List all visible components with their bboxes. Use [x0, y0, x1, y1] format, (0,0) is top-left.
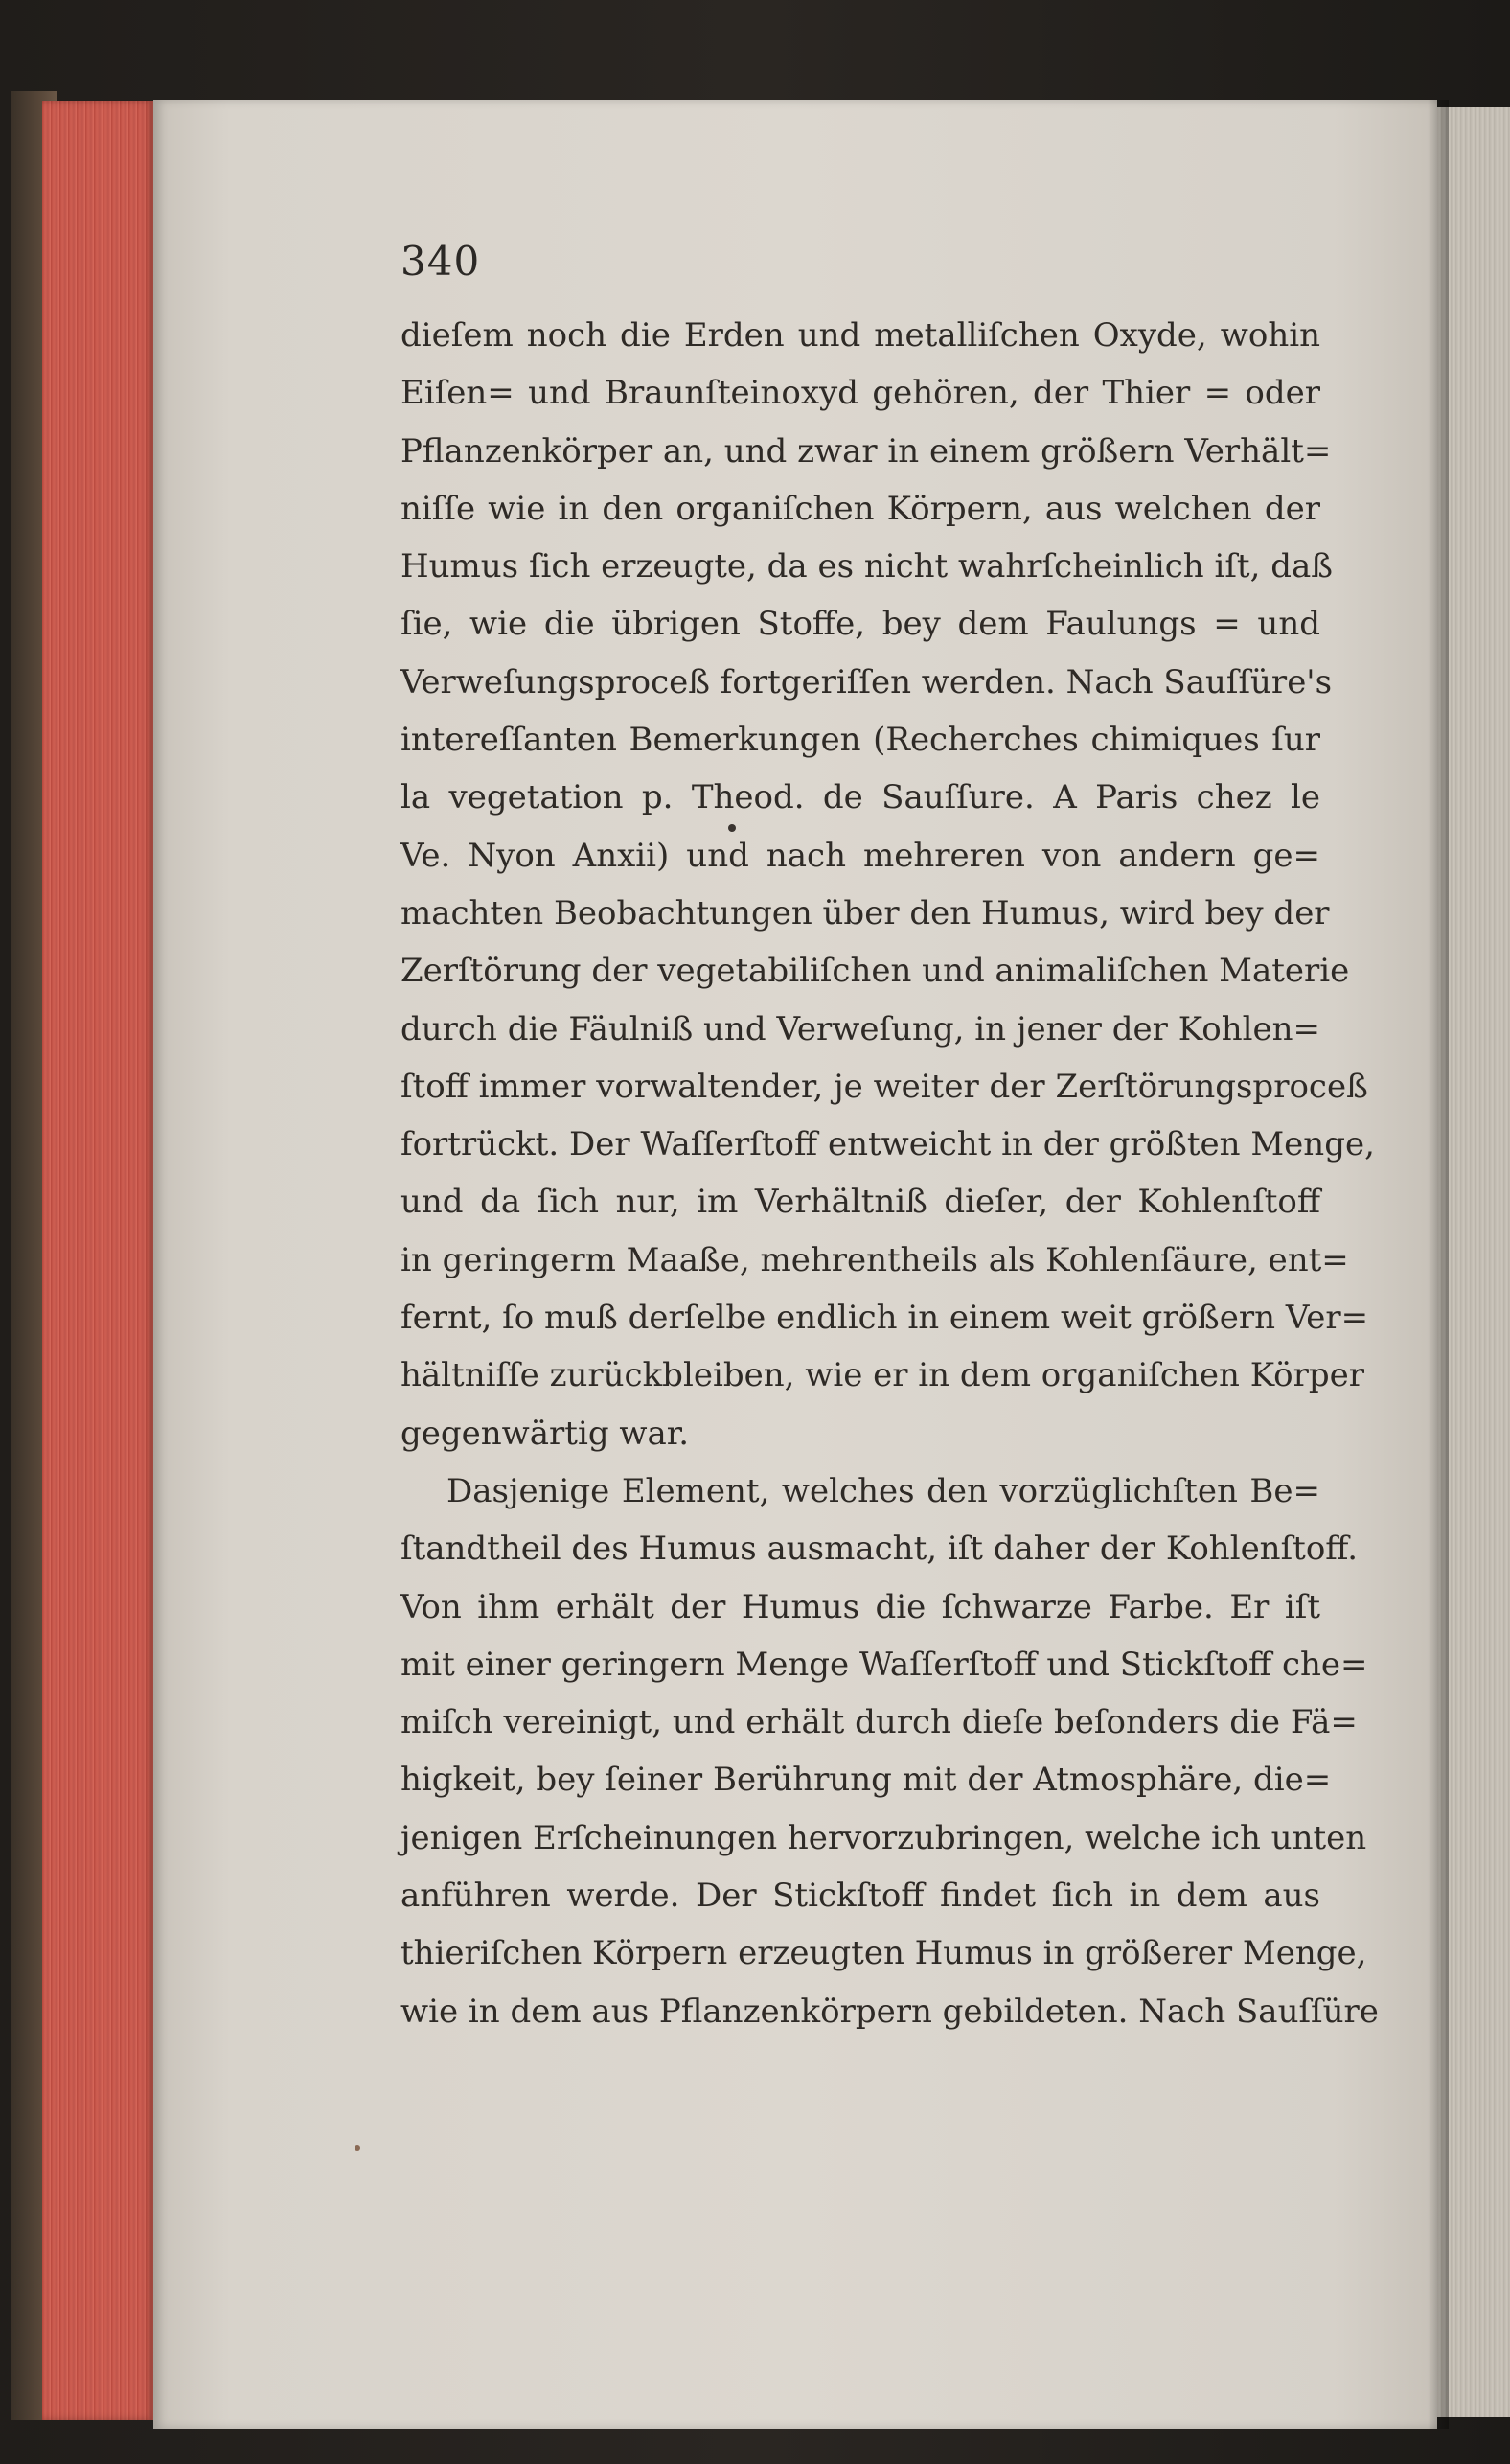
gutter-shadow — [1428, 100, 1449, 2429]
text-line: Eiſen= und Braunſteinoxyd gehören, der Thier = oder — [400, 374, 1320, 413]
text-line: ſie, wie die übrigen Stoffe, bey dem Faulungs = und — [400, 605, 1320, 644]
text-line: Zerſtörung der vegetabiliſchen und animaliſchen Materie — [400, 952, 1350, 991]
paper-speck — [355, 2145, 360, 2151]
text-line: la vegetation p. Theod. de Sauſſure. A Paris chez le — [400, 778, 1320, 817]
text-line: mit einer geringern Menge Waſſerſtoff und Stickſtoff che= — [400, 1645, 1368, 1684]
red-page-edges — [42, 101, 155, 2420]
text-line: thieriſchen Körpern erzeugten Humus in größerer Menge, — [400, 1934, 1367, 1973]
text-line: wie in dem aus Pflanzenkörpern gebildeten. Nach Sauſſüre — [400, 1992, 1379, 2031]
text-line: machten Beobachtungen über den Humus, wird bey der — [400, 893, 1330, 933]
text-line: durch die Fäulniß und Verweſung, in jener der Kohlen= — [400, 1009, 1320, 1048]
text-line: dieſem noch die Erden und metalliſchen Oxyde, wohin — [400, 316, 1320, 355]
page-number: 340 — [400, 238, 481, 285]
text-line: fernt, ſo muß derſelbe endlich in einem weit größern Ver= — [400, 1299, 1369, 1338]
text-line: Ve. Nyon Anxii) und nach mehreren von andern ge= — [400, 836, 1320, 875]
text-line: ſtandtheil des Humus ausmacht, iſt daher der Kohlenſtoff. — [400, 1530, 1359, 1569]
text-line: gegenwärtig war. — [400, 1414, 690, 1453]
text-line: Dasjenige Element, welches den vorzüglichſten Be= — [446, 1471, 1320, 1510]
text-line: Humus ſich erzeugte, da es nicht wahrſcheinlich iſt, daß — [400, 547, 1333, 587]
text-line: jenigen Erſcheinungen hervorzubringen, welche ich unten — [400, 1818, 1367, 1857]
ink-dot — [728, 824, 736, 832]
text-line: anführen werde. Der Stickſtoff findet ſich in dem aus — [400, 1877, 1320, 1916]
text-line: hältniſſe zurückbleiben, wie er in dem organiſchen Körper — [400, 1356, 1365, 1395]
text-line: Verweſungsproceß fortgeriſſen werden. Nach Sauſſüre's — [400, 662, 1333, 702]
text-line: miſch vereinigt, und erhält durch dieſe beſonders die Fä= — [400, 1703, 1358, 1742]
text-line: fortrückt. Der Waſſerſtoff entweicht in der größten Menge, — [400, 1125, 1375, 1164]
text-line: in geringerm Maaße, mehrentheils als Kohlenſäure, ent= — [400, 1240, 1349, 1279]
text-line: higkeit, bey ſeiner Berührung mit der Atmosphäre, die= — [400, 1761, 1332, 1800]
text-line: Von ihm erhält der Humus die ſchwarze Farbe. Er iſt — [400, 1587, 1320, 1626]
text-line: ſtoff immer vorwaltender, je weiter der Zerſtörungsproceß — [400, 1067, 1368, 1106]
text-line: Pflanzenkörper an, und zwar in einem größern Verhält= — [400, 431, 1332, 471]
text-line: intereſſanten Bemerkungen (Recherches chimiques ſur — [400, 721, 1320, 760]
text-line: und da ſich nur, im Verhältniß dieſer, der Kohlenſtoff — [400, 1183, 1320, 1222]
body-text — [400, 307, 1379, 2040]
text-line: niſſe wie in den organiſchen Körpern, aus welchen der — [400, 489, 1320, 528]
